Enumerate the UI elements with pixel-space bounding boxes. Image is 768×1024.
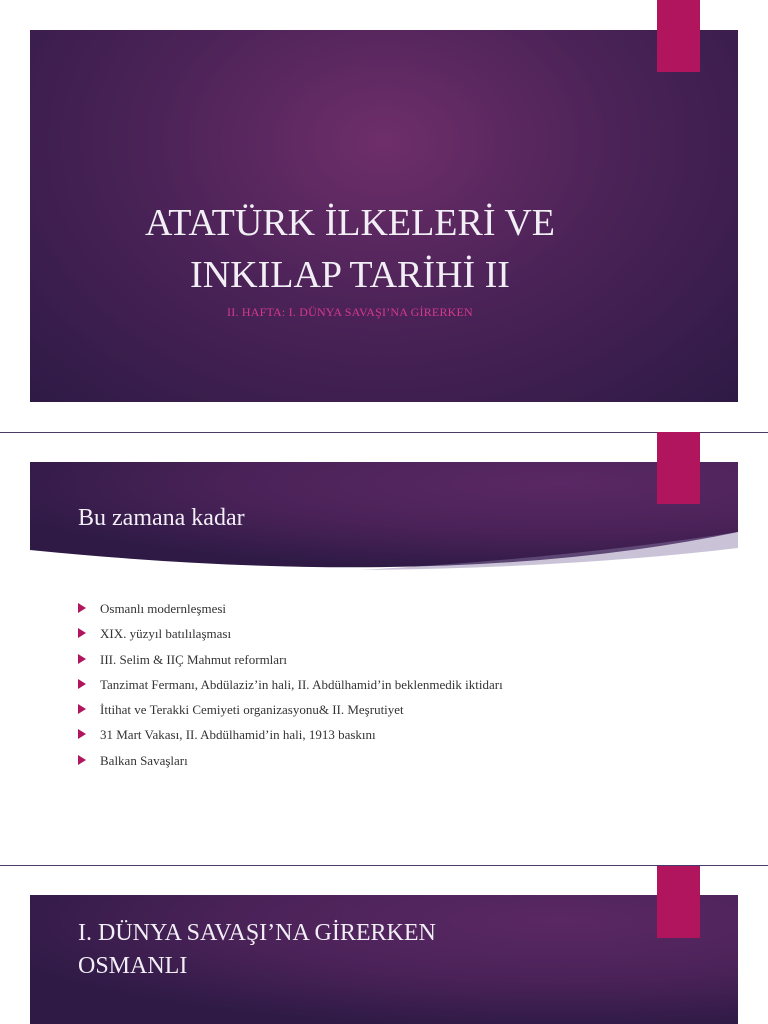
presentation-subtitle: II. HAFTA: I. DÜNYA SAVAŞI’NA GİRERKEN (227, 305, 473, 319)
bullet-arrow-icon (78, 679, 86, 689)
list-item (78, 623, 503, 648)
bullet-list (78, 598, 503, 775)
bullet-text: III. Selim & IIÇ Mahmut reformları (100, 651, 288, 667)
list-item (78, 649, 503, 674)
slide-title-line-2: OSMANLI (78, 953, 188, 979)
list-item (78, 674, 503, 699)
accent-tab (657, 866, 700, 938)
list-item (78, 724, 503, 749)
bullet-arrow-icon (78, 729, 86, 739)
list-item (78, 750, 503, 775)
list-item (78, 699, 503, 724)
presentation-title-line-1: ATATÜRK İLKELERİ VE (145, 202, 555, 244)
bullet-text: 31 Mart Vakası, II. Abdülhamid’in hali, 1913 baskını (100, 727, 376, 743)
presentation-title-line-2: INKILAP TARİHİ II (190, 254, 510, 296)
bullet-text: İttihat ve Terakki Cemiyeti organizasyonu& II. Meşrutiyet (100, 702, 404, 718)
bullet-text: XIX. yüzyıl batılılaşması (100, 626, 232, 642)
accent-tab (657, 0, 700, 72)
list-item (78, 598, 503, 623)
slide-divider (0, 865, 768, 866)
accent-tab (657, 432, 700, 504)
bullet-text: Osmanlı modernleşmesi (100, 601, 227, 616)
bullet-arrow-icon (78, 704, 86, 714)
bullet-arrow-icon (78, 755, 86, 765)
bullet-text: Tanzimat Fermanı, Abdülaziz’in hali, II. Abdülhamid’in beklenmedik iktidarı (100, 676, 503, 692)
bullet-text: Balkan Savaşları (100, 752, 188, 768)
bullet-arrow-icon (78, 603, 86, 613)
bullet-arrow-icon (78, 628, 86, 638)
bullet-arrow-icon (78, 654, 86, 664)
slide-title: Bu zamana kadar (78, 505, 245, 531)
slide-divider (0, 432, 768, 433)
slide-title-line-1: I. DÜNYA SAVAŞI’NA GİRERKEN (78, 920, 436, 946)
